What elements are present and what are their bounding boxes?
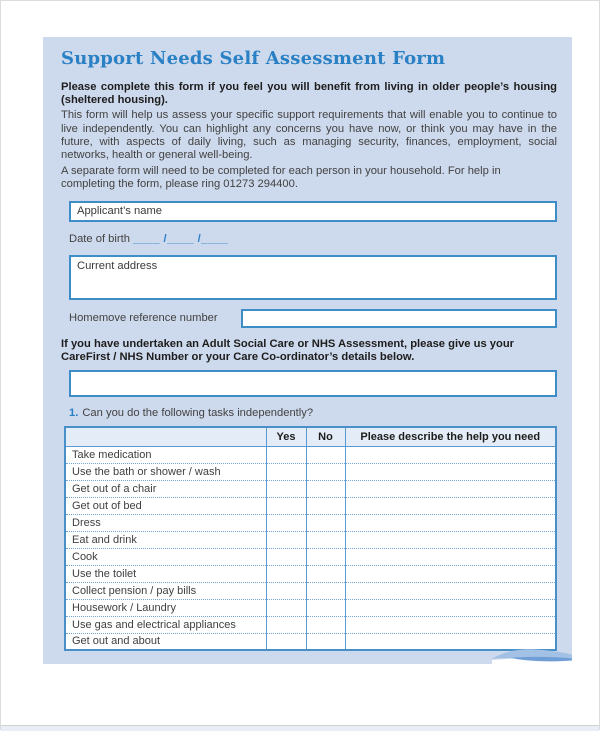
yes-cell[interactable] [266,531,306,548]
yes-cell[interactable] [266,582,306,599]
applicant-name-label: Applicant’s name [77,204,162,217]
no-cell[interactable] [306,514,345,531]
date-of-birth-label: Date of birth [69,232,130,245]
table-row [65,548,556,565]
describe-cell[interactable] [345,497,556,514]
task-label: Get out of a chair [65,480,266,497]
yes-cell[interactable] [266,514,306,531]
current-address-label: Current address [77,259,158,272]
table-row [65,446,556,463]
no-column-header: No [306,427,345,446]
yes-column-header: Yes [266,427,306,446]
no-cell[interactable] [306,582,345,599]
page-title: Support Needs Self Assessment Form [61,48,446,69]
table-row [65,463,556,480]
yes-cell[interactable] [266,633,306,650]
no-cell[interactable] [306,548,345,565]
table-row [65,531,556,548]
task-label: Collect pension / pay bills [65,582,266,599]
intro-paragraph-2: A separate form will need to be completed for each person in your household. For help in completing the form, please ring 01273 294400. [61,165,501,191]
assessment-note: If you have undertaken an Adult Social Care or NHS Assessment, please give us your CareFirst / NHS Number or your Care Co-ordinator’s details below. [61,337,515,363]
homemove-label: Homemove reference number [69,312,218,325]
tasks-table [64,426,557,651]
task-label: Housework / Laundry [65,599,266,616]
yes-cell[interactable] [266,480,306,497]
question-1-number: 1. [69,407,79,420]
describe-cell[interactable] [345,599,556,616]
yes-cell[interactable] [266,599,306,616]
table-row [65,514,556,531]
no-cell[interactable] [306,565,345,582]
form-page [43,37,572,664]
next-page-edge [1,725,599,731]
task-label: Cook [65,548,266,565]
task-label: Get out of bed [65,497,266,514]
describe-cell[interactable] [345,616,556,633]
describe-cell[interactable] [345,514,556,531]
applicant-name-field[interactable] [69,201,557,222]
corner-swoosh-decoration [486,645,572,667]
no-cell[interactable] [306,616,345,633]
homemove-reference-field[interactable] [241,309,557,328]
tasks-table-body [65,446,556,650]
yes-cell[interactable] [266,463,306,480]
task-label: Use gas and electrical appliances [65,616,266,633]
describe-cell[interactable] [345,531,556,548]
task-label: Take medication [65,446,266,463]
yes-cell[interactable] [266,446,306,463]
table-row [65,633,556,650]
describe-cell[interactable] [345,582,556,599]
carefirst-details-field[interactable] [69,370,557,397]
table-row [65,497,556,514]
yes-cell[interactable] [266,616,306,633]
tasks-table-header [65,427,556,446]
intro-paragraph-1: This form will help us assess your specific support requirements that will enable you to continue to live independently. You can highlight any concerns you have now, or think you may have in the future, with aspects of daily living, such as managing security, finances, employment, social networks, health or general well-being. [61,109,557,162]
no-cell[interactable] [306,446,345,463]
date-of-birth-blanks[interactable]: ____ /____ /____ [133,232,229,245]
no-cell[interactable] [306,599,345,616]
question-1-text: Can you do the following tasks independently? [82,407,314,420]
date-of-birth-row [69,233,557,246]
task-label: Use the bath or shower / wash [65,463,266,480]
describe-cell[interactable] [345,446,556,463]
yes-cell[interactable] [266,548,306,565]
intro-bold-text: Please complete this form if you feel you will benefit from living in older people’s housing (sheltered housing). [61,81,557,107]
task-column-header [65,427,266,446]
describe-column-header: Please describe the help you need [345,427,556,446]
no-cell[interactable] [306,480,345,497]
no-cell[interactable] [306,497,345,514]
question-1 [69,407,557,420]
table-row [65,599,556,616]
homemove-row [69,309,557,328]
no-cell[interactable] [306,463,345,480]
no-cell[interactable] [306,633,345,650]
table-row [65,480,556,497]
yes-cell[interactable] [266,565,306,582]
describe-cell[interactable] [345,548,556,565]
describe-cell[interactable] [345,480,556,497]
no-cell[interactable] [306,531,345,548]
task-label: Eat and drink [65,531,266,548]
describe-cell[interactable] [345,463,556,480]
task-label: Dress [65,514,266,531]
describe-cell[interactable] [345,565,556,582]
table-row [65,616,556,633]
task-label: Use the toilet [65,565,266,582]
table-row [65,582,556,599]
current-address-field[interactable] [69,255,557,300]
yes-cell[interactable] [266,497,306,514]
table-row [65,565,556,582]
task-label: Get out and about [65,633,266,650]
